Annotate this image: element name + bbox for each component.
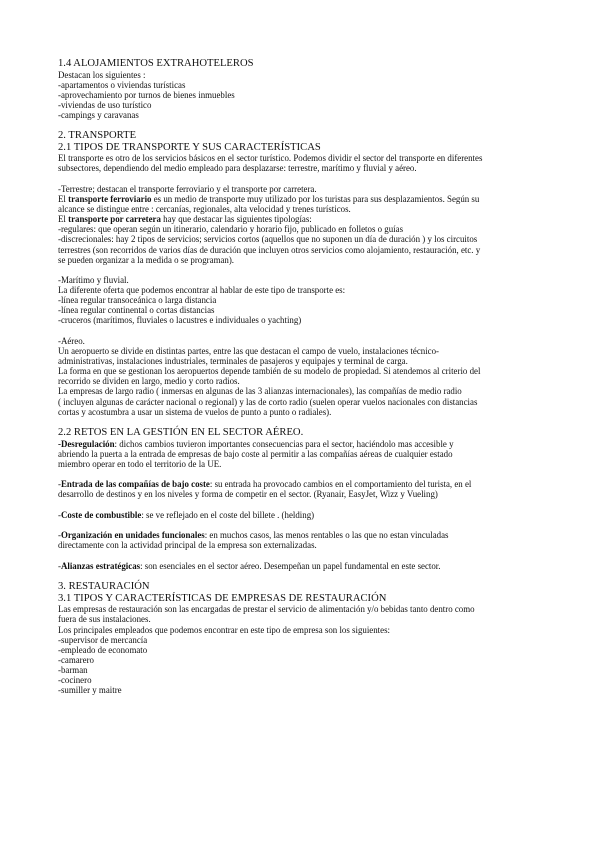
list-item: -campings y caravanas: [58, 109, 139, 120]
text-run: : su entrada ha provocado cambios en el comportamiento del turista, en el: [209, 479, 472, 490]
text-run: El: [58, 194, 69, 205]
paragraph-line: Los principales empleados que podemos encontrar en este tipo de empresa son los siguientes:: [58, 624, 390, 635]
list-item: -cruceros (marítimos, fluviales o lacustres e individuales o yachting): [58, 315, 302, 326]
list-item: -viviendas de uso turístico: [58, 99, 152, 110]
section-heading-3: 3. RESTAURACIÓN: [58, 581, 150, 593]
bold-term: Organización en unidades funcionales: [60, 530, 205, 541]
list-item: -aprovechamiento por turnos de bienes inmuebles: [58, 89, 235, 100]
bold-term: Alianzas estratégicas: [60, 560, 141, 571]
paragraph-line: terrestres (son recorridos de varios días de duración que incluyen otros servicios como alojamiento, restauración, etc. y: [58, 244, 481, 255]
text-run: El: [58, 214, 69, 225]
list-item: -discrecionales: hay 2 tipos de servicios; servicios cortos (aquellos que no suponen un día de duración ) y los circuitos: [58, 234, 478, 245]
text-run: hay que destacar las siguientes tipologías:: [160, 214, 312, 225]
paragraph-line: directamente con la actividad principal de la empresa son externalizadas.: [58, 540, 317, 551]
bold-term: transporte por carretera: [68, 214, 161, 225]
paragraph-line: cortas y acostumbra a usar un sistema de vuelos de punto a punto o radiales).: [58, 406, 332, 417]
text-run: : dichos cambios tuvieron importantes consecuencias para el sector, haciéndolo mas accesible y: [114, 438, 454, 449]
list-item: -camarero: [58, 654, 94, 665]
text-run: -: [58, 479, 61, 490]
text-run: : se ve reflejado en el coste del billete . (helding): [141, 509, 315, 520]
section-heading-1-4: 1.4 ALOJAMIENTOS EXTRAHOTELEROS: [58, 58, 254, 69]
intro-text: Destacan los siguientes :: [58, 69, 146, 80]
bold-term: Coste de combustible: [60, 509, 142, 520]
paragraph-line: [58, 479, 542, 489]
subsection-heading-3-1: 3.1 TIPOS Y CARACTERÍSTICAS DE EMPRESAS DE RESTAURACIÓN: [58, 592, 387, 604]
paragraph-line: [58, 510, 542, 520]
subsection-heading-2-2: 2.2 RETOS EN LA GESTIÓN EN EL SECTOR AÉREO.: [58, 427, 304, 439]
bold-term: transporte ferroviario: [68, 194, 152, 205]
section-heading-2: 2. TRANSPORTE: [58, 130, 137, 142]
paragraph-line: abriendo la puerta a la entrada de empresas de bajo coste al permitir a las compañías aéreas de cualquier estado: [58, 448, 453, 459]
bold-term: -Desregulación: [58, 438, 115, 449]
paragraph-line: La empresas de largo radio ( inmersas en algunas de las 3 alianzas internacionales), las compañías de medio radio: [58, 386, 462, 397]
document-page: [58, 58, 542, 695]
paragraph-line: Un aeropuerto se divide en distintas partes, entre las que destacan el campo de vuelo, instalaciones técnico-: [58, 346, 439, 357]
paragraph-line: alcance se distingue entre : cercanías, regionales, alta velocidad y trenes turísticos.: [58, 204, 351, 215]
paragraph-line: se pueden organizar a la medida o se programan).: [58, 254, 235, 265]
list-item: -cocinero: [58, 675, 92, 686]
terrestre-heading: -Terrestre; destacan el transporte ferroviario y el transporte por carretera.: [58, 183, 317, 194]
list-item: -sumiller y maitre: [58, 685, 122, 696]
list-item: -línea regular continental o cortas distancias: [58, 305, 215, 316]
aereo-heading: -Aéreo.: [58, 335, 85, 346]
maritimo-heading: -Marítimo y fluvial.: [58, 275, 129, 286]
paragraph-line: subsectores, dependiendo del medio empleado para desplazarse: terrestre, marítimo y fluvial y aéreo.: [58, 163, 417, 174]
text-run: : son esenciales en el sector aéreo. Desempeñan un papel fundamental en este sector.: [140, 560, 441, 571]
list-item: -regulares: que operan según un itinerario, calendario y horario fijo, publicado en folletos o guías: [58, 224, 404, 235]
paragraph-line: desarrollo de destinos y en los niveles y forma de competir en el sector. (Ryanair, EasyJet, Wizz y Vueling): [58, 489, 438, 500]
paragraph-line: La diferente oferta que podemos encontrar al hablar de este tipo de transporte es:: [58, 285, 346, 296]
text-run: -: [58, 509, 61, 520]
paragraph-line: El transporte es otro de los servicios básicos en el sector turístico. Podemos dividir el sector del transporte en diferentes: [58, 153, 483, 164]
paragraph-line: [58, 530, 542, 540]
list-item: -apartamentos o viviendas turísticas: [58, 79, 186, 90]
subsection-heading-2-1: 2.1 TIPOS DE TRANSPORTE Y SUS CARACTERÍSTICAS: [58, 141, 321, 153]
paragraph-line: [58, 214, 542, 224]
paragraph-line: [58, 561, 542, 571]
paragraph-line: La forma en que se gestionan los aeropuertos depende también de su modelo de propiedad. Si atendemos al criterio del: [58, 366, 481, 377]
text-run: es un medio de transporte muy utilizado por los turistas para sus desplazamientos. Según su: [151, 194, 480, 205]
paragraph-line: administrativas, instalaciones industriales, terminales de pasajeros y equipajes y terminal de carga.: [58, 356, 408, 367]
paragraph-line: recorrido se dividen en largo, medio y corto radios.: [58, 376, 240, 387]
list-item: -barman: [58, 664, 88, 675]
paragraph-line: [58, 439, 542, 449]
paragraph-line: Las empresas de restauración son las encargadas de prestar el servicio de alimentación y/o bebidas tanto dentro como: [58, 604, 475, 615]
text-run: -: [58, 530, 61, 541]
list-item: -empleado de economato: [58, 644, 148, 655]
list-item: -supervisor de mercancía: [58, 634, 148, 645]
paragraph-line: ( incluyen algunas de carácter nacional o regional) y las de corto radio (suelen operar vuelos nacionales con distancias: [58, 396, 478, 407]
paragraph-line: [58, 194, 542, 204]
list-item: -línea regular transoceánica o larga distancia: [58, 295, 217, 306]
paragraph-line: fuera de sus instalaciones.: [58, 614, 151, 625]
paragraph-line: miembro operar en todo el territorio de la UE.: [58, 458, 222, 469]
text-run: : en muchos casos, las menos rentables o las que no estan vinculadas: [204, 530, 449, 541]
bold-term: Entrada de las compañías de bajo coste: [60, 479, 210, 490]
text-run: -: [58, 560, 61, 571]
